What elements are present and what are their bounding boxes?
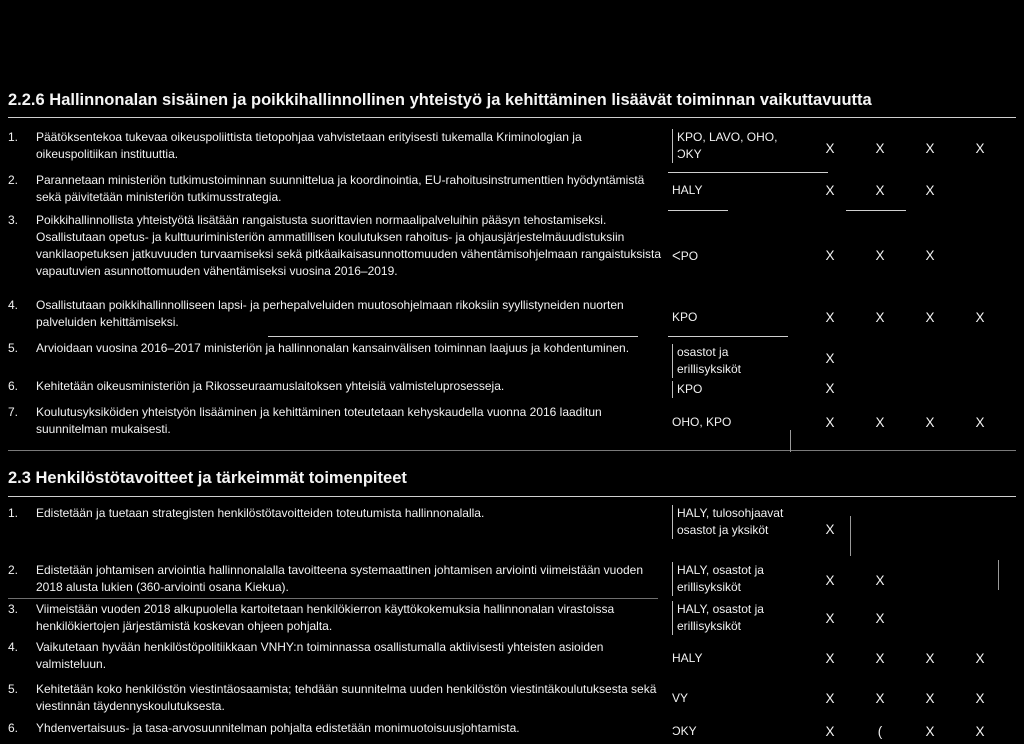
table-row (8, 562, 1018, 598)
mark-cell: X (875, 183, 885, 198)
mark-cell: X (925, 183, 935, 198)
mark-cell: X (825, 310, 835, 325)
row-number: 1. (8, 130, 19, 144)
mark-cell: X (825, 381, 835, 396)
section-title-2-2-6: 2.2.6 Hallinnonalan sisäinen ja poikkihallinnollinen yhteistyö ja kehittäminen lisäävät toiminnan vaikuttavuutta (8, 91, 872, 109)
table-row (8, 601, 1018, 637)
row-responsible: KPO (672, 310, 698, 324)
mark-cell: X (925, 724, 935, 739)
section-title-2-3: 2.3 Henkilöstötavoitteet ja tärkeimmät toimenpiteet (8, 469, 407, 487)
row-responsible: HALY (672, 183, 703, 197)
row-text: Parannetaan ministeriön tutkimustoiminnan suunnittelua ja koordinointia, EU-rahoitusinstrumenttien hyödyntämistä sekä päivitetään ministeriön tutkimusstrategia. (36, 173, 645, 204)
mark-cell: X (975, 310, 985, 325)
row-divider (8, 598, 658, 599)
mark-cell: X (875, 141, 885, 156)
table-row (8, 129, 1018, 165)
row-responsible: osastot ja erillisyksiköt (672, 344, 789, 378)
row-number: 5. (8, 682, 19, 696)
mark-cell: X (825, 141, 835, 156)
row-divider (668, 210, 728, 211)
row-text: Poikkihallinnollista yhteistyötä lisätään rangaistusta suorittavien normaalipalveluihin pääsyn tehostamiseksi. Osallistutaan opetus- ja kulttuuriministeriön ammatillisen koulutuksen rahoitus- ja ohjausjärjestelmäuudistuksiin vankilaopetuksen jatkuvuuden turvaamiseksi sekä pitkäaikaisasunnottomuuden vähentämisohjelmaan rangaistuksista vapautuvien asunnottomuuden vähentämiseksi vuosina 2016–2019. (36, 213, 662, 278)
row-number: 6. (8, 721, 19, 735)
mark-cell: X (875, 611, 885, 626)
row-responsible: ᐸPO (672, 249, 699, 263)
mark-cell: X (925, 248, 935, 263)
mark-cell: X (875, 310, 885, 325)
row-text: Päätöksentekoa tukevaa oikeuspoliittista tietopohjaa vahvistetaan erityisesti tukemalla Kriminologian ja oikeuspolitiikan instituuttia. (36, 130, 582, 161)
mark-cell: X (825, 183, 835, 198)
row-divider (846, 210, 906, 211)
row-text: Kehitetään oikeusministeriön ja Rikosseuraamuslaitoksen yhteisiä valmisteluprosesseja. (36, 379, 505, 393)
mark-cell: X (825, 573, 835, 588)
row-number: 5. (8, 341, 19, 355)
row-responsible: VY (672, 691, 689, 705)
row-text: Yhdenvertaisuus- ja tasa-arvosuunnitelman pohjalta edistetään monimuotoisuusjohtamista. (36, 721, 520, 735)
row-responsible: ƆKY (672, 724, 697, 738)
row-divider (668, 336, 788, 337)
mark-cell: X (925, 310, 935, 325)
table-row (8, 505, 1018, 553)
mark-cell: X (975, 691, 985, 706)
section-divider (8, 450, 1016, 451)
row-responsible: KPO (672, 381, 797, 398)
mark-cell: X (825, 522, 835, 537)
mark-cell: X (975, 415, 985, 430)
row-responsible: HALY, osastot ja erillisyksiköt (672, 601, 789, 635)
row-responsible: OHO, KPO (672, 415, 732, 429)
row-number: 3. (8, 213, 19, 227)
mark-cell: X (925, 691, 935, 706)
mark-cell: X (975, 141, 985, 156)
mark-cell: ( (877, 724, 883, 739)
column-divider (790, 430, 791, 452)
row-number: 4. (8, 640, 19, 654)
table-row (8, 639, 1018, 675)
row-text: Kehitetään koko henkilöstön viestintäosaamista; tehdään suunnitelma uuden henkilöstön viestintäkoulutuksesta sekä viestinnän täydennyskoulutuksesta. (36, 682, 657, 713)
mark-cell: X (875, 691, 885, 706)
row-divider (268, 336, 638, 337)
row-text: Viimeistään vuoden 2018 alkupuolella kartoitetaan henkilökierron käyttökokemuksia hallinnonalan virastoissa henkilökiertojen järjestämistä koskevan ohjeen pohjalta. (36, 602, 615, 633)
mark-cell: X (825, 691, 835, 706)
row-text: Arvioidaan vuosina 2016–2017 ministeriön ja hallinnonalan kansainvälisen toiminnan laajuus ja kohdentuminen. (36, 341, 630, 355)
mark-cell: X (925, 141, 935, 156)
mark-cell: X (825, 724, 835, 739)
row-number: 1. (8, 506, 19, 520)
mark-cell: X (825, 248, 835, 263)
row-text: Vaikutetaan hyvään henkilöstöpolitiikkaan VNHY:n toiminnassa osallistumalla aktiivisesti yhteisten asioiden valmisteluun. (36, 640, 604, 671)
table-row (8, 720, 1018, 740)
mark-cell: X (925, 651, 935, 666)
row-responsible: HALY, osastot ja erillisyksiköt (672, 562, 789, 596)
row-text: Koulutusyksiköiden yhteistyön lisääminen ja kehittäminen toteutetaan kehyskaudella vuonna 2016 laaditun suunnitelman mukaisesti. (36, 405, 602, 436)
column-divider (850, 516, 851, 556)
row-responsible: HALY, tulosohjaavat osastot ja yksiköt (672, 505, 791, 539)
section-rule (8, 117, 1016, 118)
mark-cell: X (875, 415, 885, 430)
column-divider (998, 560, 999, 590)
row-responsible: KPO, LAVO, OHO, ƆKY (672, 129, 787, 163)
row-number: 3. (8, 602, 19, 616)
mark-cell: X (925, 415, 935, 430)
section-rule (8, 496, 1016, 497)
table-row (8, 340, 1018, 376)
mark-cell: X (975, 724, 985, 739)
table-row (8, 212, 1018, 284)
table-row (8, 297, 1018, 333)
row-text: Osallistutaan poikkihallinnolliseen lapsi- ja perhepalveluiden muutosohjelmaan rikoksiin syyllistyneiden nuorten palveluiden kehittämiseksi. (36, 298, 624, 329)
row-text: Edistetään johtamisen arviointia hallinnonalalla tavoitteena systemaattinen johtamisen arviointi viimeistään vuoden 2018 alusta lukien (360-arviointi osana Kiekua). (36, 563, 644, 594)
row-number: 2. (8, 173, 19, 187)
row-number: 6. (8, 379, 19, 393)
row-number: 4. (8, 298, 19, 312)
mark-cell: X (975, 651, 985, 666)
mark-cell: X (875, 248, 885, 263)
mark-cell: X (875, 651, 885, 666)
row-responsible: HALY (672, 651, 703, 665)
table-row (8, 681, 1018, 717)
mark-cell: X (875, 573, 885, 588)
mark-cell: X (825, 611, 835, 626)
mark-cell: X (825, 351, 835, 366)
mark-cell: X (825, 651, 835, 666)
table-row (8, 404, 1018, 440)
row-text: Edistetään ja tuetaan strategisten henkilöstötavoitteiden toteutumista hallinnonalalla. (36, 506, 485, 520)
table-row (8, 378, 1018, 398)
mark-cell: X (825, 415, 835, 430)
table-row (8, 172, 1018, 208)
row-number: 7. (8, 405, 19, 419)
row-number: 2. (8, 563, 19, 577)
